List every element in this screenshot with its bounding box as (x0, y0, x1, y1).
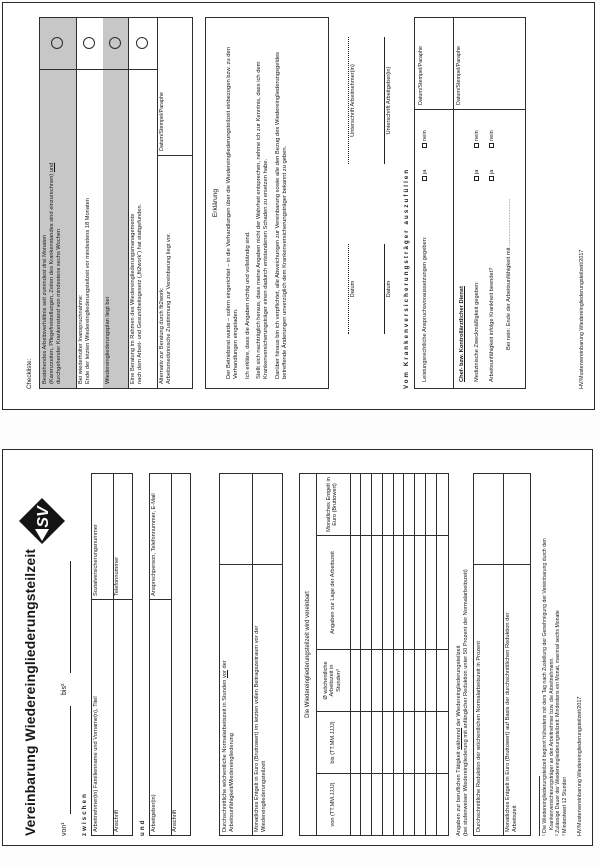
datum-stempel-label: Datum/Stempel/Paraphe (456, 45, 462, 105)
column-header-bis: bis (TT.MM.JJJJ) (317, 711, 350, 773)
nein-checkbox[interactable]: nein (474, 130, 480, 148)
table-cell[interactable] (350, 649, 360, 711)
erklaerung-text (226, 27, 289, 379)
datum-stempel-label: Datum/Stempel/Paraphe (418, 45, 424, 105)
ja-checkbox[interactable]: ja (474, 170, 480, 181)
table-cell[interactable] (383, 773, 393, 835)
table-cell[interactable] (404, 649, 414, 711)
kv-bei-nein-label: Bei nein: Ende der Arbeitsunfähigkeit mit .............................. (506, 198, 512, 350)
arbeitnehmer-name-field[interactable] (92, 599, 114, 835)
arbeitgeber-anschrift-field[interactable] (171, 474, 190, 835)
table-cell[interactable] (437, 474, 448, 535)
checklist-row-4 (128, 18, 158, 388)
page-1-footer: HV/Mustervereinbarung Wiedereingliederungsteilzeit/2017 (577, 696, 583, 836)
form-title: Vereinbarung Wiedereingliederungsteilzeit (23, 548, 38, 836)
anschrift-label: Anschrift (114, 809, 120, 832)
table-cell[interactable] (426, 711, 436, 773)
arbeitgeber-name-field[interactable] (150, 599, 172, 835)
table-cell[interactable] (426, 535, 436, 649)
table-cell[interactable] (437, 773, 448, 835)
ja-checkbox[interactable]: ja (489, 170, 495, 181)
kv-section-heading: Vom Krankenversicherungsträger auszufüllen (403, 167, 410, 389)
checklist-row-1 (40, 18, 77, 388)
table-cell[interactable] (383, 711, 393, 773)
reduktion-label: Durchschnittliche Reduktion der wöchentlichen Normalarbeitszeit in Prozent (476, 641, 482, 832)
sv-logo-text: SV (35, 506, 52, 528)
zwischen-label: zwischen (81, 792, 88, 836)
table-empty-row (404, 474, 415, 835)
svnr-label: Sozialversicherungsnummer (93, 524, 99, 596)
kv-zweckmaessigkeit-label: Medizinische Zweckmäßigkeit gegeben: (474, 281, 480, 382)
normalarbeitszeit-input-box[interactable] (220, 474, 253, 565)
table-empty-row (361, 474, 372, 835)
telefon-field[interactable] (113, 474, 132, 600)
kv-row-2-heading: Chef- bzw. Kontrollärztlicher Dienst (459, 286, 465, 382)
table-cell[interactable] (394, 649, 404, 711)
table-cell[interactable] (361, 711, 371, 773)
wiedereingliederung-table (299, 473, 449, 836)
table-cell[interactable] (415, 773, 425, 835)
normalarbeitszeit-label: Durchschnittliche wöchentliche Normalarbeitszeit in Stunden vor der Arbeitsunfähigkeit/Wiedereingliederung (222, 660, 235, 832)
table-cell[interactable] (426, 649, 436, 711)
checklist-row-5 (157, 18, 192, 388)
entgelt-reduktion-input-box[interactable] (503, 474, 530, 565)
entgelt-vorher-label: Monatliches Entgelt in Euro (Bruttowert) im letzten vollen Beitragszeitraum vor der Wiedereingliederungsteilzeit (254, 625, 267, 832)
table-cell[interactable] (350, 773, 360, 835)
arbeitnehmer-signature-label: Unterschrift Arbeitnehmer(in) (350, 64, 356, 137)
erklaerung-heading: Erklärung (212, 188, 219, 218)
arbeitnehmer-signature-line[interactable] (347, 37, 349, 164)
footnote-3: ³ Mindestwert 12 Stunden (561, 776, 568, 836)
page-2-footer: HV/Mustervereinbarung Wiedereingliederungsteilzeit/2017 (579, 249, 585, 389)
footnote-divider (539, 776, 541, 836)
checklist-row-3-checkcell (103, 17, 128, 70)
checkbox-circle[interactable] (109, 37, 121, 49)
von-label: von¹ (61, 822, 68, 836)
checklist-title: Checkliste: (26, 358, 33, 389)
checkbox-circle[interactable] (51, 37, 63, 49)
checklist-row-2-checkcell (76, 17, 103, 70)
table-cell[interactable] (372, 711, 382, 773)
checklist-row-5-text: Alternativ zur Beratung durch fit2work: Arbeitsmedizinische Zustimmung zur Vereinbarung liegt vor. (159, 232, 172, 384)
table-empty-row (426, 474, 437, 835)
table-empty-row (394, 474, 405, 835)
table-cell[interactable] (383, 649, 393, 711)
datum-label: Datum (386, 280, 392, 298)
datum-signature-line-arbeitgeber[interactable] (383, 244, 385, 334)
checklist-table (39, 17, 193, 389)
table-header-row (317, 474, 351, 835)
table-body (350, 474, 448, 835)
erklaerung-p3: Stellt sich nachträglich heraus, dass meine Angaben nicht der Wahrheit entsprechen, nehme ich zur Kenntnis, dass ich dem Krankenversicherungsträger einen dadurch entstandenen Schaden zu ersetzen habe. (256, 61, 270, 379)
footnote-2: ² Zulässige Dauer der Wiedereingliederungsteilzeit: Mindestens ein Monat, maximal sechs Monate (555, 610, 561, 836)
table-cell[interactable] (372, 474, 382, 535)
arbeitnehmer-anschrift-field[interactable] (113, 599, 132, 835)
erklaerung-p4: Darüber hinaus bin ich verpflichtet, alle Abweichungen zur Vereinbarung sowie alle den Bezug des Wiedereingliederungsgeldes betreffende Änderungen unverzüglich dem Krankenversicherungsträger bekannt zu geben. (274, 51, 288, 379)
kv-row-1-label: Leistungsrechtliche Anspruchsvoraussetzungen gegeben: (422, 236, 428, 382)
table-cell[interactable] (350, 711, 360, 773)
erklaerung-box (205, 17, 329, 389)
checklist-row-3-text: Wiedereingliederungsplan liegt bei (105, 297, 111, 384)
kv-box (414, 17, 526, 389)
arbeitnehmer-box (91, 473, 133, 836)
kv-arbeitsunfaehigkeit-label: Arbeitsunfähigkeit infolge Krankheit beendet? (489, 267, 495, 382)
sv-logo (18, 497, 66, 545)
table-cell[interactable] (394, 711, 404, 773)
checklist-row-3 (103, 18, 129, 388)
table-caption: Die Wiedereingliederungsteilzeit wird vereinbart (300, 474, 317, 835)
checklist-row-4-checkcell (128, 17, 157, 70)
table-cell[interactable] (350, 474, 360, 535)
entgelt-vorher-input-box[interactable] (252, 474, 282, 565)
entgelt-reduktion-label: Monatliches Entgelt in Euro (Bruttowert) auf Basis der durchschnittlichen Reduktion der Arbeitszeit (505, 612, 518, 832)
table-cell[interactable] (404, 474, 414, 535)
table-cell[interactable] (394, 773, 404, 835)
arbeitgeber-signature-label: Unterschrift Arbeitgeber(in) (386, 66, 392, 135)
bis-date-field[interactable] (69, 561, 71, 673)
checklist-row-1-checkcell (40, 17, 76, 70)
table-cell[interactable] (437, 711, 448, 773)
table-empty-row (372, 474, 383, 835)
table-cell[interactable] (426, 474, 436, 535)
reduktion-label-cell (474, 564, 504, 835)
table-cell[interactable] (426, 773, 436, 835)
table-cell[interactable] (404, 773, 414, 835)
table-cell[interactable] (372, 649, 382, 711)
table-cell[interactable] (404, 535, 414, 649)
table-cell[interactable] (361, 649, 371, 711)
checklist-datum-stempel-box[interactable] (157, 17, 192, 156)
page-2-sheet (2, 2, 595, 410)
svnr-field[interactable] (92, 474, 114, 600)
normalarbeitszeit-label-cell (220, 564, 253, 835)
entgelt-reduktion-label-cell (503, 564, 530, 835)
kv-row-1 (415, 18, 454, 388)
nein-checkbox[interactable]: nein (422, 130, 428, 148)
table-cell[interactable] (350, 535, 360, 649)
datum-label: Datum (350, 280, 356, 298)
table-cell[interactable] (404, 711, 414, 773)
taetigkeit-section-heading: Angaben zur beruflichen Tätigkeit während der Wiedereingliederungsteilzeit (bei stufenweiser Wiedereingliederung mit anfänglicher Reduktion unter 50 Prozent der Normalarbeitszeit) (456, 569, 469, 836)
checklist-row-2 (76, 18, 104, 388)
table-cell[interactable] (394, 535, 404, 649)
ansprechperson-field[interactable] (150, 474, 172, 600)
telefon-label: Telefonnummer (114, 556, 120, 596)
und-label: und (139, 818, 146, 836)
arbeitgeber-box (149, 473, 191, 836)
table-empty-row (437, 474, 448, 835)
erklaerung-p1: Der Betriebsrat wurde – sofern eingerichtet – in die Verhandlungen über die Wiedereingliederungsteilzeit einbezogen bzw. zu den Verhandlungen eingeladen. (226, 47, 239, 379)
entgelt-vorher-label-cell (252, 564, 282, 835)
column-header-lage: Angaben zur Lage der Arbeitszeit (317, 535, 350, 649)
arbeitgeber-label: Arbeitgeber(in) (151, 794, 157, 832)
column-header-von: von (TT.MM.JJJJ) (317, 773, 350, 835)
kv-datum-stempel-box-2[interactable] (453, 17, 526, 110)
column-header-arbeitszeit: Ø wöchentliche Arbeitszeit in Stunden³ (317, 649, 350, 711)
reduktion-input-box[interactable] (474, 474, 504, 565)
table-cell[interactable] (383, 474, 393, 535)
kv-row-2 (453, 18, 526, 388)
table-cell[interactable] (415, 649, 425, 711)
datum-stempel-label: Datum/Stempel/Paraphe (159, 91, 165, 151)
kv-datum-stempel-box-1[interactable] (415, 17, 453, 110)
checkbox-circle[interactable] (83, 37, 95, 49)
table-cell[interactable] (383, 535, 393, 649)
table-empty-row (383, 474, 394, 835)
table-cell[interactable] (361, 773, 371, 835)
von-date-field[interactable] (69, 706, 71, 814)
table-cell[interactable] (415, 535, 425, 649)
page-1-content (2, 449, 593, 846)
footnotes (542, 501, 568, 836)
nein-checkbox[interactable]: nein (489, 130, 495, 148)
bis-label: bis² (61, 683, 68, 695)
table-empty-row (415, 474, 426, 835)
anschrift-label: Anschrift (172, 809, 178, 832)
checkbox-circle[interactable] (136, 37, 148, 49)
table-cell[interactable] (372, 773, 382, 835)
erklaerung-p2: Ich erkläre, dass die Angaben richtig und vollständig sind. (244, 231, 251, 379)
normalarbeitszeit-box (219, 473, 283, 836)
footnote-1: ¹ Die Wiedereingliederungsteilzeit beginnt frühestens mit dem Tag nach Zustellung der Genehmigung der Vereinbarung durch den Krankenversicherungsträger an den Arbeitnehmer bzw. die Arbeitnehmerin. (542, 538, 555, 836)
reduktion-box (473, 473, 531, 836)
table-cell[interactable] (361, 474, 371, 535)
table-cell[interactable] (415, 474, 425, 535)
table-cell[interactable] (415, 711, 425, 773)
page-1-sheet (2, 449, 593, 846)
page-2-content (2, 2, 595, 410)
datum-signature-line-arbeitnehmer[interactable] (347, 244, 349, 334)
sv-logo-icon (18, 497, 66, 545)
column-header-entgelt: Monatliches Entgelt in Euro (Bruttowert) (326, 477, 339, 532)
checklist-row-4-text: Eine Beratung im Rahmen des Wiedereingliederungsmanagements nach dem Arbeit- und Gesundheitsgesetz („fit2work“) hat stattgefunden. (130, 203, 143, 384)
table-cell[interactable] (361, 535, 371, 649)
checklist-row-2-text: Bei wiederholter Inanspruchnahme: Ende der letzten Wiedereingliederungsteilzeit vor mindestens 18 Monaten (78, 198, 91, 384)
checklist-row-1-text: Bestehendes Arbeitsverhältnis seit zumindest drei Monaten (Karenzzeiten, Pflegefreistellungen, Zeiten des Krankenstandes sind einzurechnen) und durchgehender Krankenstand von mindestens sechs Wochen (42, 162, 62, 384)
table-cell[interactable] (437, 535, 448, 649)
arbeitnehmer-name-label: Arbeitnehmer(in) Familienname und Vorname(n), Titel (93, 696, 99, 832)
ja-checkbox[interactable]: ja (422, 170, 428, 181)
table-cell[interactable] (394, 474, 404, 535)
ansprechperson-label: Ansprechperson, Telefonnummer, E-Mail (151, 493, 157, 596)
table-cell[interactable] (372, 535, 382, 649)
table-empty-row (350, 474, 361, 835)
table-cell[interactable] (437, 649, 448, 711)
arbeitgeber-signature-line[interactable] (383, 37, 385, 164)
